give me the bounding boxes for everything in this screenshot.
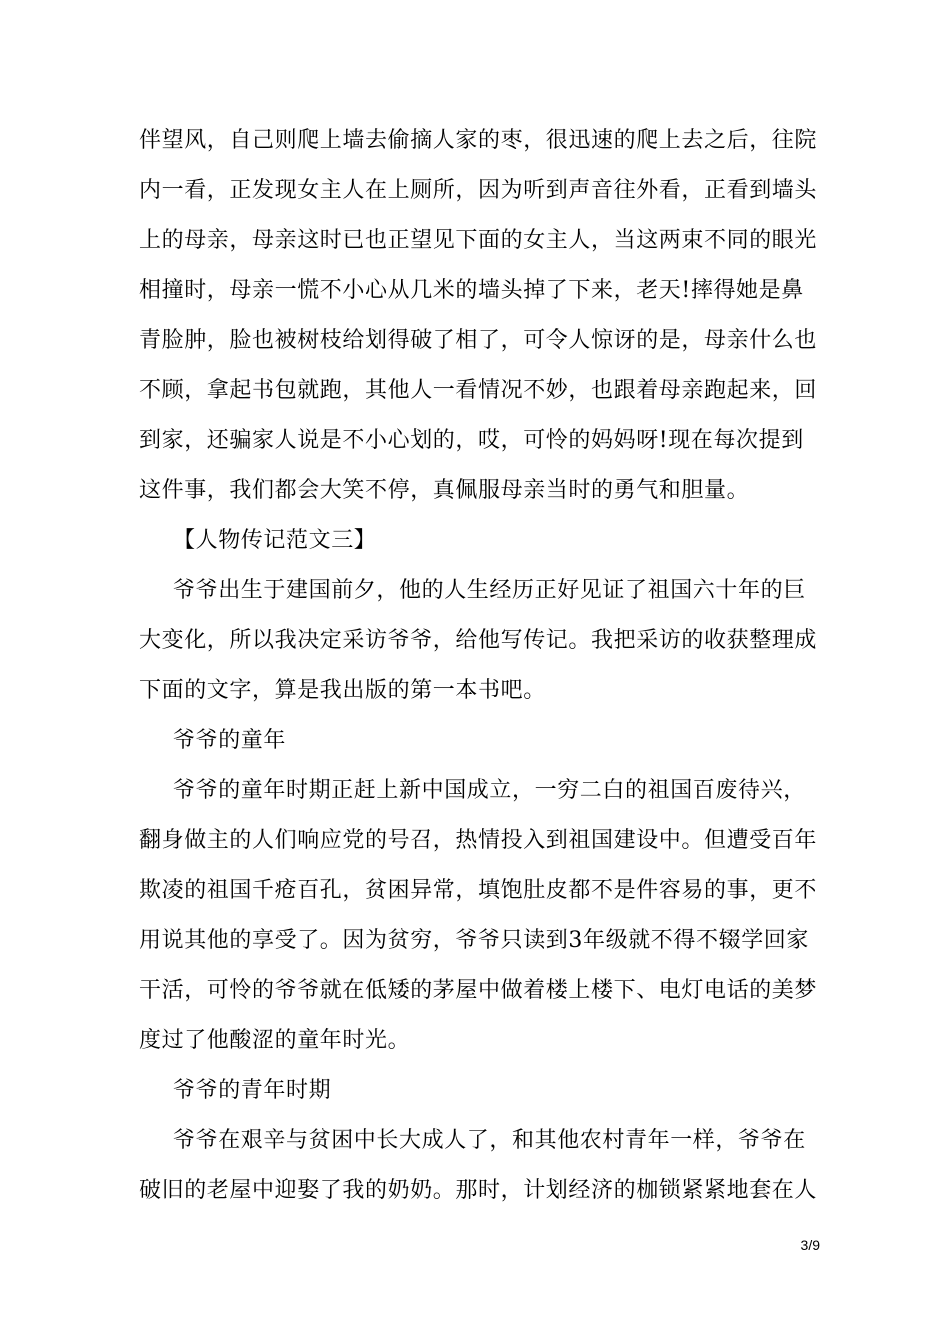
text-line-14: 爷爷的童年时期正赶上新中国成立，一穷二白的祖国百废待兴，	[173, 778, 806, 803]
text-line-7: 到家，还骗家人说是不小心划的，哎，可怜的妈妈呀!现在每次提到	[139, 428, 804, 453]
text-line-2: 内一看，正发现女主人在上厕所，因为听到声音往外看，正看到墙头	[139, 178, 818, 203]
text-line-8: 这件事，我们都会大笑不停，真佩服母亲当时的勇气和胆量。	[139, 478, 750, 503]
text-line-11: 大变化，所以我决定采访爷爷，给他写传记。我把采访的收获整理成	[139, 628, 818, 653]
text-line-5: 青脸肿，脸也被树枝给划得破了相了，可令人惊讶的是，母亲什么也	[139, 328, 818, 353]
text-line-6: 不顾，拿起书包就跑，其他人一看情况不妙，也跟着母亲跑起来，回	[139, 378, 818, 403]
text-line-3: 上的母亲，母亲这时已也正望见下面的女主人，当这两束不同的眼光	[139, 228, 818, 253]
text-line-21: 爷爷在艰辛与贫困中长大成人了，和其他农村青年一样，爷爷在	[173, 1128, 806, 1153]
text-line-16: 欺凌的祖国千疮百孔，贫困异常，填饱肚皮都不是件容易的事，更不	[139, 878, 818, 903]
text-line-12: 下面的文字，算是我出版的第一本书吧。	[139, 678, 546, 703]
subheading-childhood: 爷爷的童年	[173, 728, 287, 753]
text-line-1: 伴望风，自己则爬上墙去偷摘人家的枣，很迅速的爬上去之后，往院	[139, 128, 818, 153]
document-body	[139, 116, 819, 1216]
subheading-youth: 爷爷的青年时期	[173, 1078, 332, 1103]
text-line-15: 翻身做主的人们响应党的号召，热情投入到祖国建设中。但遭受百年	[139, 828, 818, 853]
text-line-4: 相撞时，母亲一慌不小心从几米的墙头掉了下来，老天!摔得她是鼻	[139, 278, 804, 303]
text-line-17: 用说其他的享受了。因为贫穷，爷爷只读到3年级就不得不辍学回家	[139, 928, 809, 953]
page-number: 3/9	[800, 1237, 820, 1253]
text-line-10: 爷爷出生于建国前夕，他的人生经历正好见证了祖国六十年的巨	[173, 578, 806, 603]
text-line-18: 干活，可怜的爷爷就在低矮的茅屋中做着楼上楼下、电灯电话的美梦	[139, 978, 818, 1003]
text-line-22: 破旧的老屋中迎娶了我的奶奶。那时，计划经济的枷锁紧紧地套在人	[139, 1178, 818, 1203]
section-heading: 【人物传记范文三】	[173, 528, 377, 553]
text-line-19: 度过了他酸涩的童年时光。	[139, 1028, 411, 1053]
